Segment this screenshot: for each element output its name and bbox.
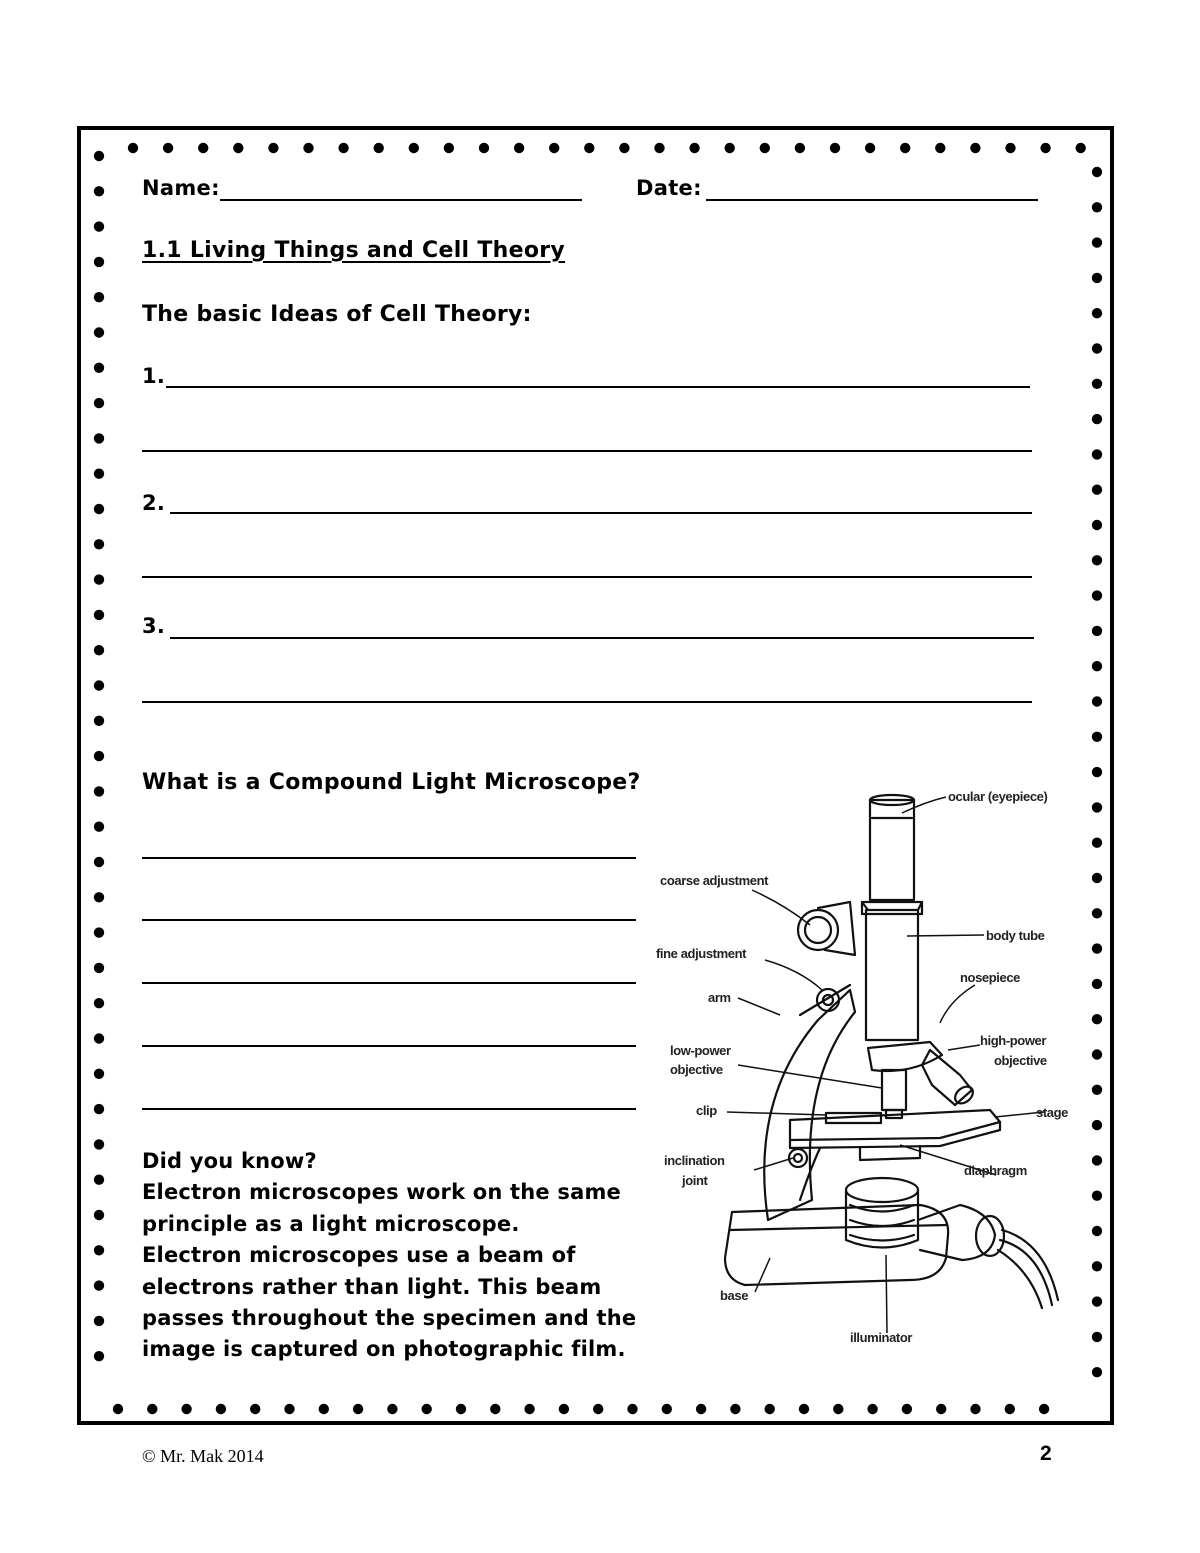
item-number-3: 3. (142, 614, 166, 638)
item-number-1: 1. (142, 364, 166, 388)
label-nosepiece: nosepiece (960, 970, 1020, 985)
answer-line-1a[interactable] (166, 386, 1030, 388)
label-base: base (720, 1288, 749, 1303)
low-power-objective-shape (882, 1070, 906, 1110)
section-title: 1.1 Living Things and Cell Theory (142, 238, 566, 263)
cell-theory-prompt: The basic Ideas of Cell Theory: (142, 302, 532, 327)
label-fine-adjustment: fine adjustment (656, 946, 747, 961)
label-low-power-1: low-power (670, 1043, 731, 1058)
label-diaphragm: diaphragm (964, 1163, 1027, 1178)
microscope-answer-line-1[interactable] (142, 857, 636, 859)
microscope-answer-line-2[interactable] (142, 919, 636, 921)
date-label: Date: (636, 176, 702, 200)
microscope-question: What is a Compound Light Microscope? (142, 770, 641, 795)
label-inclination-1: inclination (664, 1153, 725, 1168)
microscope-answer-line-5[interactable] (142, 1108, 636, 1110)
answer-line-2b[interactable] (142, 576, 1032, 578)
copyright: © Mr. Mak 2014 (142, 1446, 264, 1466)
label-arm: arm (708, 990, 731, 1005)
name-label: Name: (142, 176, 220, 200)
answer-line-3b[interactable] (142, 701, 1032, 703)
label-coarse-adjustment: coarse adjustment (660, 873, 769, 888)
label-clip: clip (696, 1103, 717, 1118)
label-stage: stage (1036, 1105, 1068, 1120)
microscope-answer-line-4[interactable] (142, 1045, 636, 1047)
date-field[interactable] (706, 199, 1038, 201)
eyepiece-shape (870, 800, 914, 900)
microscope-diagram (650, 780, 1080, 1360)
did-you-know (142, 1146, 636, 1366)
label-high-power-2: objective (994, 1053, 1047, 1068)
label-body-tube: body tube (986, 928, 1045, 943)
item-number-2: 2. (142, 491, 166, 515)
label-low-power-2: objective (670, 1062, 723, 1077)
high-power-objective-shape (922, 1050, 972, 1105)
answer-line-1b[interactable] (142, 450, 1032, 452)
did-you-know-line: Electron microscopes use a beam of (142, 1243, 576, 1268)
body-tube-shape (866, 910, 918, 1040)
nosepiece-shape (868, 1042, 942, 1071)
illuminator-shape (846, 1178, 918, 1202)
microscope-answer-line-3[interactable] (142, 982, 636, 984)
label-ocular: ocular (eyepiece) (948, 789, 1048, 804)
did-you-know-line: principle as a light microscope. (142, 1211, 520, 1236)
did-you-know-line: electrons rather than light. This beam (142, 1274, 602, 1299)
answer-line-2a[interactable] (170, 512, 1032, 514)
did-you-know-line: Electron microscopes work on the same (142, 1180, 621, 1205)
microscope-base-shape (725, 1205, 948, 1285)
microscope-arm-shape (764, 990, 855, 1220)
name-field[interactable] (220, 199, 582, 201)
answer-line-3a[interactable] (170, 637, 1034, 639)
label-illuminator: illuminator (850, 1330, 913, 1345)
page-number: 2 (1040, 1442, 1052, 1465)
label-inclination-2: joint (682, 1173, 708, 1188)
did-you-know-title: Did you know? (142, 1149, 317, 1173)
did-you-know-line: passes throughout the specimen and the (142, 1305, 637, 1330)
label-high-power-1: high-power (980, 1033, 1047, 1048)
did-you-know-line: image is captured on photographic film. (142, 1337, 626, 1362)
